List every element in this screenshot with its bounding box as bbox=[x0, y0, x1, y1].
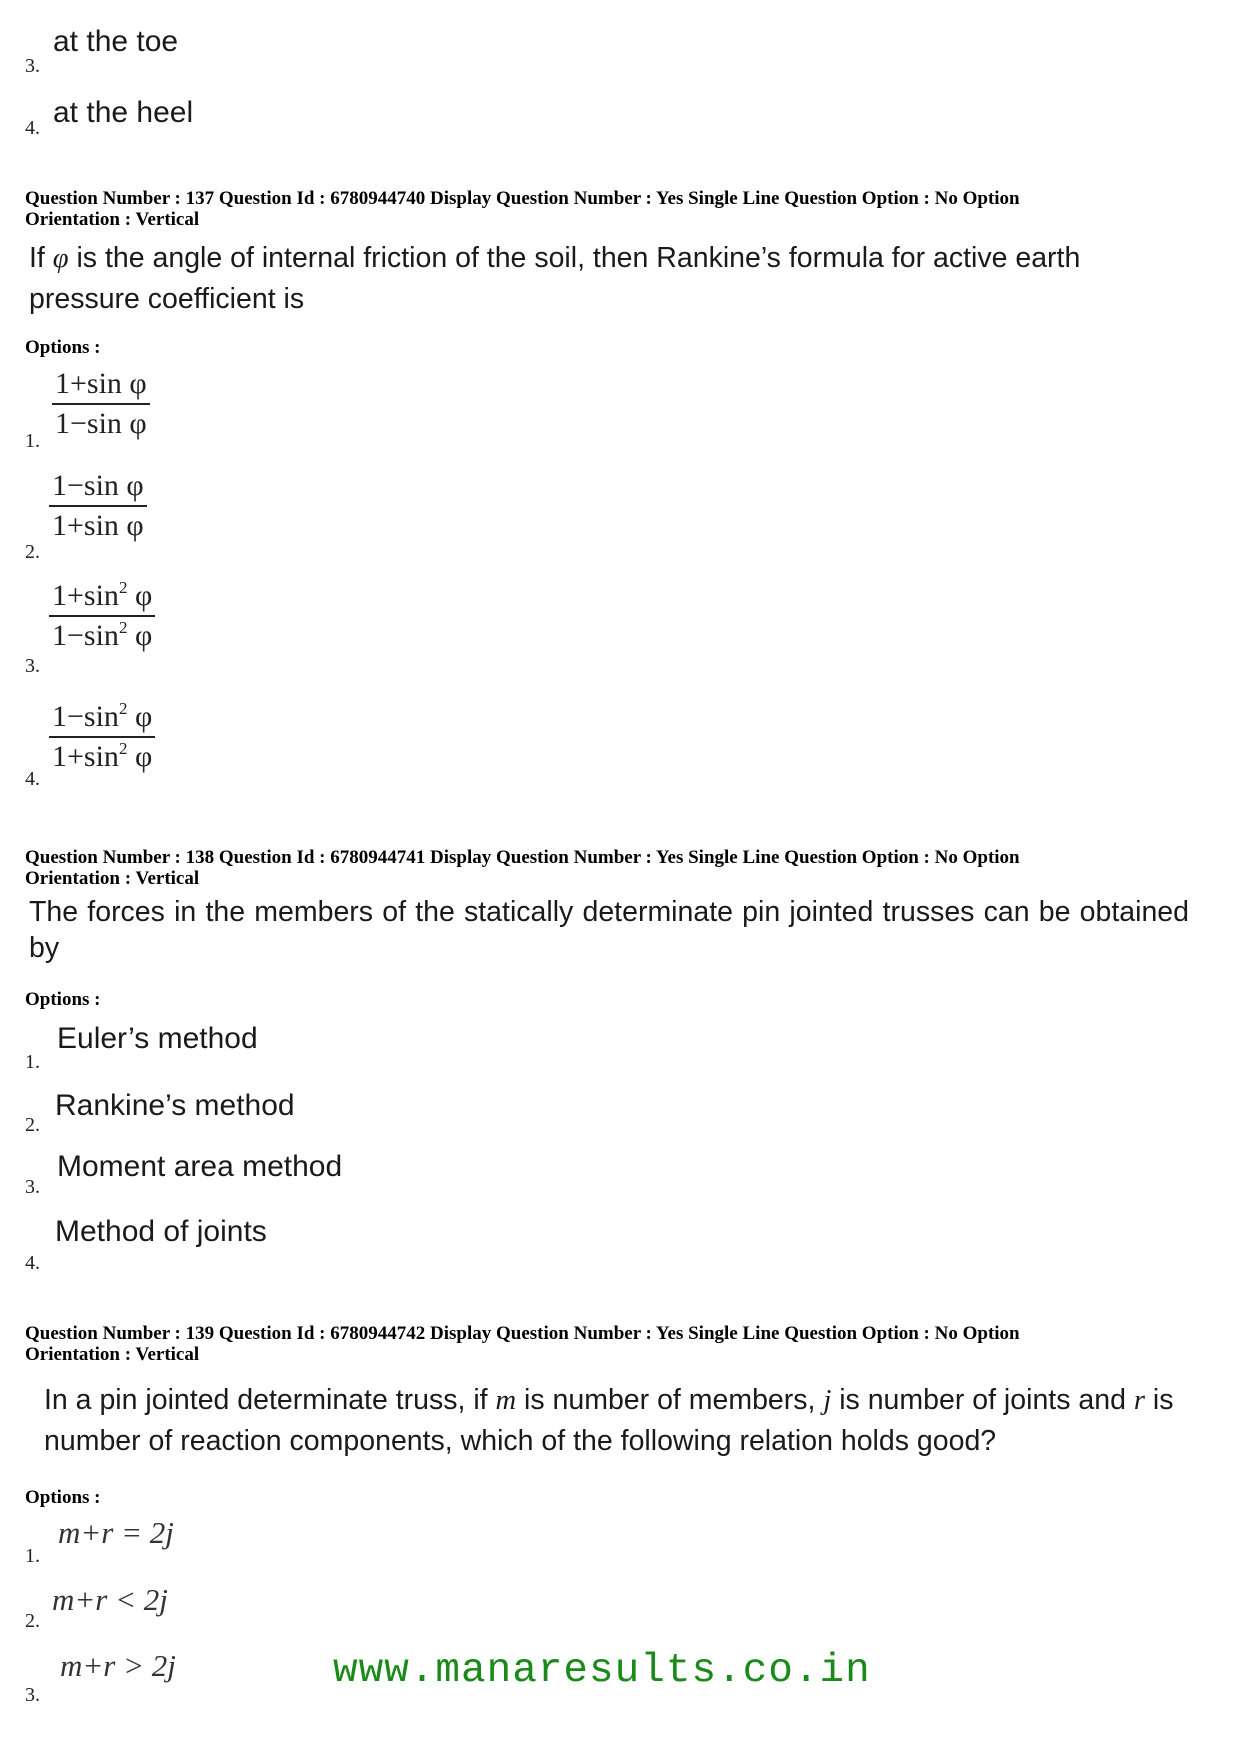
exponent: 2 bbox=[118, 618, 128, 637]
exponent: 2 bbox=[118, 739, 128, 758]
question-text-part: is the angle of internal friction of the soil, then Rankine’s formula for active earth pressure coefficient is bbox=[29, 242, 1081, 315]
denominator: 1+sin φ bbox=[52, 509, 144, 542]
option-number: 4. bbox=[25, 1252, 40, 1274]
phi-symbol: φ bbox=[52, 243, 69, 274]
question-137-text bbox=[29, 238, 1189, 319]
meta-line: Orientation : Vertical bbox=[25, 209, 200, 230]
meta-line: Orientation : Vertical bbox=[25, 868, 200, 889]
option-number: 3. bbox=[25, 55, 40, 77]
meta-line: Orientation : Vertical bbox=[25, 1344, 200, 1365]
fraction bbox=[49, 577, 155, 655]
math-variable-m: m bbox=[495, 1385, 517, 1416]
options-label: Options : bbox=[25, 1487, 101, 1508]
fraction bbox=[49, 467, 147, 545]
option-number: 2. bbox=[25, 1114, 40, 1136]
question-text-part: In a pin jointed determinate truss, if bbox=[44, 1384, 496, 1416]
question-137-meta bbox=[25, 188, 1205, 230]
math-expression: m+r = 2j bbox=[58, 1515, 174, 1550]
watermark-url: www.manaresults.co.in bbox=[333, 1648, 871, 1694]
question-139-text bbox=[44, 1380, 1194, 1461]
question-text-part: If bbox=[29, 242, 53, 274]
option-number: 3. bbox=[25, 1684, 40, 1706]
numerator: 1+sin φ bbox=[55, 367, 147, 400]
option-number: 4. bbox=[25, 768, 40, 790]
option-text: Method of joints bbox=[55, 1215, 267, 1248]
exponent: 2 bbox=[118, 578, 128, 597]
option-number: 2. bbox=[25, 541, 40, 563]
fraction bbox=[52, 365, 150, 443]
question-text-part: is number of reaction components, which of the following relation holds good? bbox=[44, 1384, 1174, 1457]
options-label: Options : bbox=[25, 337, 101, 358]
meta-line: Question Number : 137 Question Id : 6780944740 Display Question Number : Yes Single Line Question Option : No Option bbox=[25, 188, 1020, 209]
option-number: 3. bbox=[25, 655, 40, 677]
question-text-part: is number of joints and bbox=[831, 1384, 1134, 1416]
meta-line: Question Number : 138 Question Id : 6780944741 Display Question Number : Yes Single Line Question Option : No Option bbox=[25, 847, 1020, 868]
numerator: $1-\sin^2$ φ bbox=[52, 699, 153, 733]
math-expression: m+r > 2j bbox=[60, 1648, 176, 1683]
denominator: $1+\sin^2$ φ bbox=[52, 739, 153, 773]
denominator: $1-\sin^2$ φ bbox=[52, 618, 153, 652]
question-text-part: is number of members, bbox=[516, 1384, 824, 1416]
option-number: 1. bbox=[25, 1545, 40, 1567]
exponent: 2 bbox=[118, 699, 128, 718]
option-text: at the toe bbox=[53, 25, 179, 58]
option-number: 1. bbox=[25, 430, 40, 452]
question-138-text: The forces in the members of the statically determinate pin jointed trusses can be obtained by bbox=[29, 896, 1189, 964]
option-text: Rankine’s method bbox=[55, 1089, 295, 1122]
meta-line: Question Number : 139 Question Id : 6780944742 Display Question Number : Yes Single Line Question Option : No Option bbox=[25, 1323, 1020, 1344]
denominator: 1−sin φ bbox=[55, 407, 147, 440]
math-variable-j: j bbox=[823, 1385, 832, 1416]
fraction bbox=[49, 698, 155, 776]
option-text: at the heel bbox=[53, 96, 194, 129]
options-label: Options : bbox=[25, 989, 101, 1010]
option-number: 1. bbox=[25, 1051, 40, 1073]
numerator: 1−sin φ bbox=[52, 469, 144, 502]
question-139-meta bbox=[25, 1323, 1205, 1365]
option-number: 2. bbox=[25, 1610, 40, 1632]
option-number: 3. bbox=[25, 1176, 40, 1198]
option-text: Euler’s method bbox=[57, 1022, 258, 1055]
numerator: $1+\sin^2$ φ bbox=[52, 578, 153, 612]
math-expression: m+r < 2j bbox=[52, 1582, 168, 1617]
question-138-meta bbox=[25, 847, 1205, 889]
option-text: Moment area method bbox=[57, 1150, 343, 1183]
option-number: 4. bbox=[25, 117, 40, 139]
math-variable-r: r bbox=[1133, 1385, 1145, 1416]
